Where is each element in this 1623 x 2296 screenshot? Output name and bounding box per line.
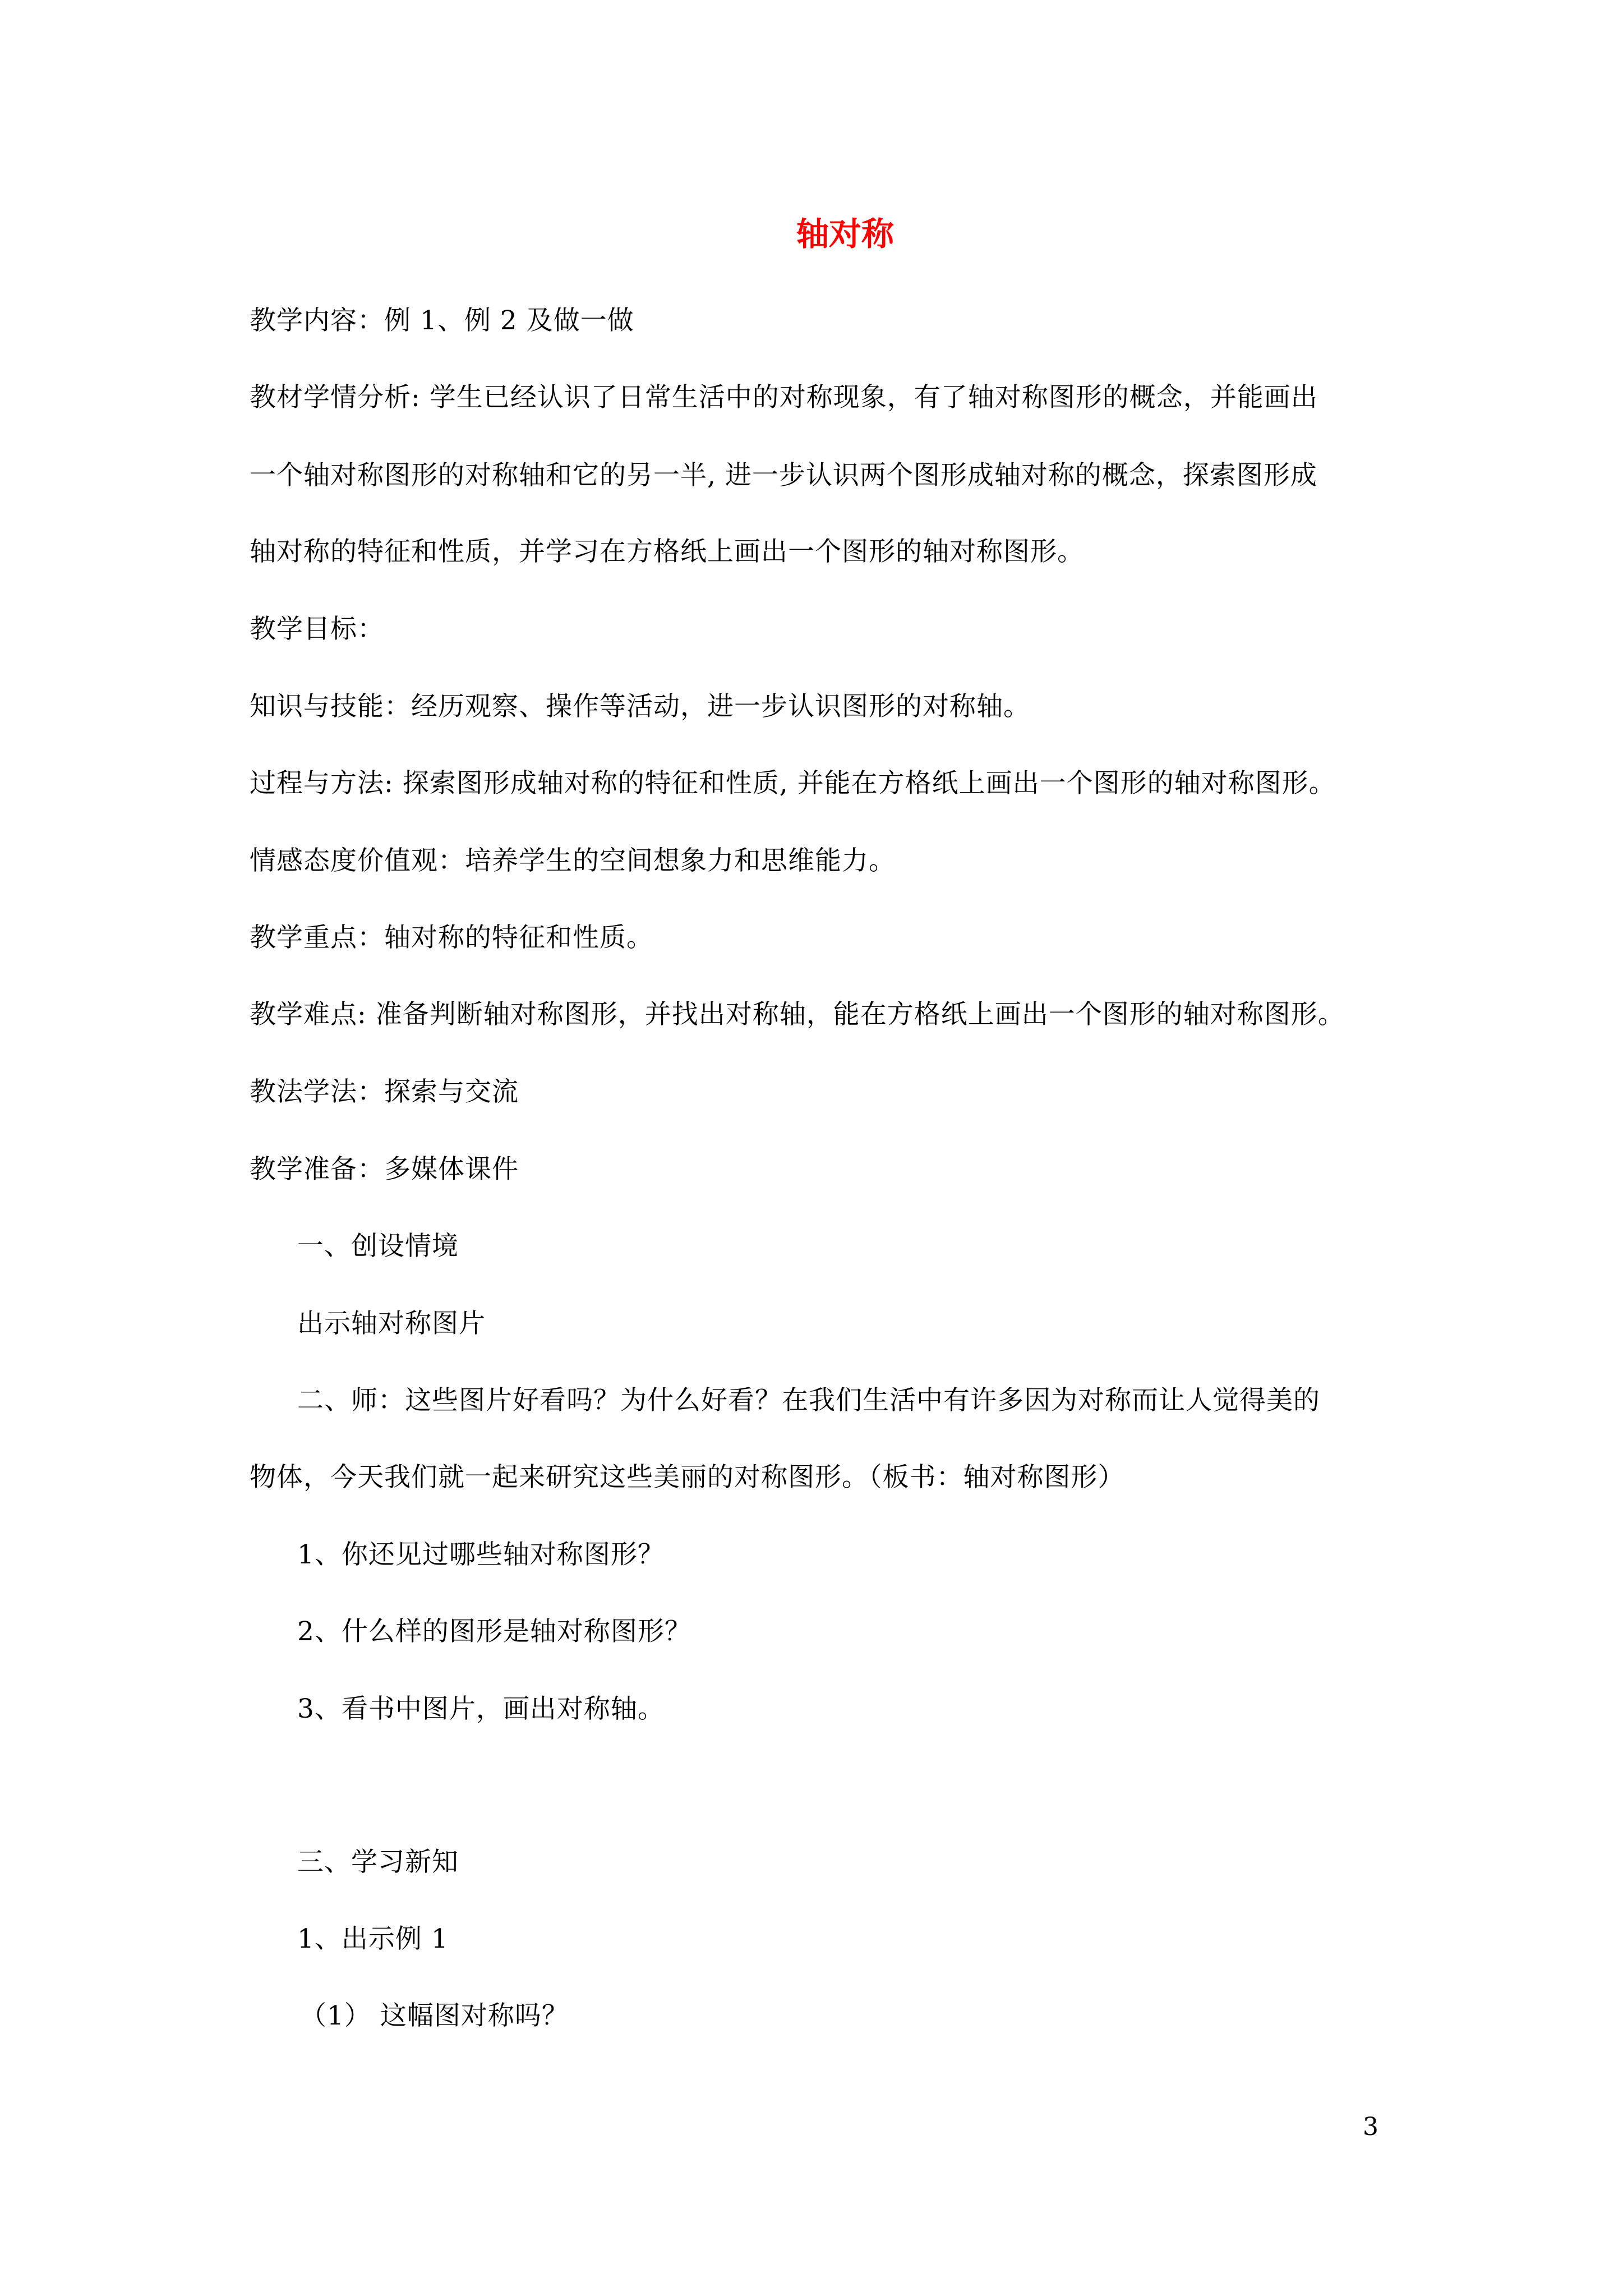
sub-question-1: （1） 这幅图对称吗？ — [300, 2000, 569, 2031]
teaching-method: 教法学法：探索与交流 — [250, 1076, 519, 1107]
objective-attitude: 情感态度价值观：培养学生的空间想象力和思维能力。 — [250, 845, 896, 876]
page-number: 3 — [1363, 2113, 1378, 2141]
difficult-points: 教学难点: 准备判断轴对称图形，并找出对称轴，能在方格纸上画出一个图形的轴对称图形。 — [250, 999, 1345, 1030]
teaching-preparation: 教学准备：多媒体课件 — [250, 1154, 519, 1185]
objectives-heading: 教学目标： — [250, 614, 384, 645]
section-one-heading: 一、创设情境 — [297, 1231, 459, 1262]
example-1-line: 1、出示例 1 — [297, 1924, 449, 1954]
document-title: 轴对称 — [796, 215, 894, 253]
section-two-line-2: 物体，今天我们就一起来研究这些美丽的对称图形。（板书：轴对称图形） — [250, 1462, 1125, 1493]
objective-process: 过程与方法: 探索图形成轴对称的特征和性质, 并能在方格纸上画出一个图形的轴对称图形。 — [250, 768, 1336, 799]
question-2: 2、什么样的图形是轴对称图形？ — [297, 1616, 691, 1647]
objective-knowledge: 知识与技能：经历观察、操作等活动，进一步认识图形的对称轴。 — [250, 691, 1030, 722]
teaching-content-line: 教学内容：例 1、例 2 及做一做 — [250, 305, 634, 336]
section-one-item: 出示轴对称图片 — [297, 1308, 486, 1339]
question-3: 3、看书中图片，画出对称轴。 — [297, 1694, 665, 1724]
analysis-line-1: 教材学情分析: 学生已经认识了日常生活中的对称现象，有了轴对称图形的概念，并能画出 — [250, 382, 1318, 413]
section-three-heading: 三、学习新知 — [297, 1847, 459, 1878]
analysis-line-2: 一个轴对称图形的对称轴和它的另一半, 进一步认识两个图形成轴对称的概念，探索图形成 — [250, 460, 1317, 491]
key-points: 教学重点：轴对称的特征和性质。 — [250, 922, 653, 953]
question-1: 1、你还见过哪些轴对称图形？ — [297, 1539, 665, 1570]
analysis-line-3: 轴对称的特征和性质，并学习在方格纸上画出一个图形的轴对称图形。 — [250, 536, 1084, 567]
section-two-line-1: 二、师：这些图片好看吗？为什么好看？在我们生活中有许多因为对称而让人觉得美的 — [297, 1385, 1320, 1416]
